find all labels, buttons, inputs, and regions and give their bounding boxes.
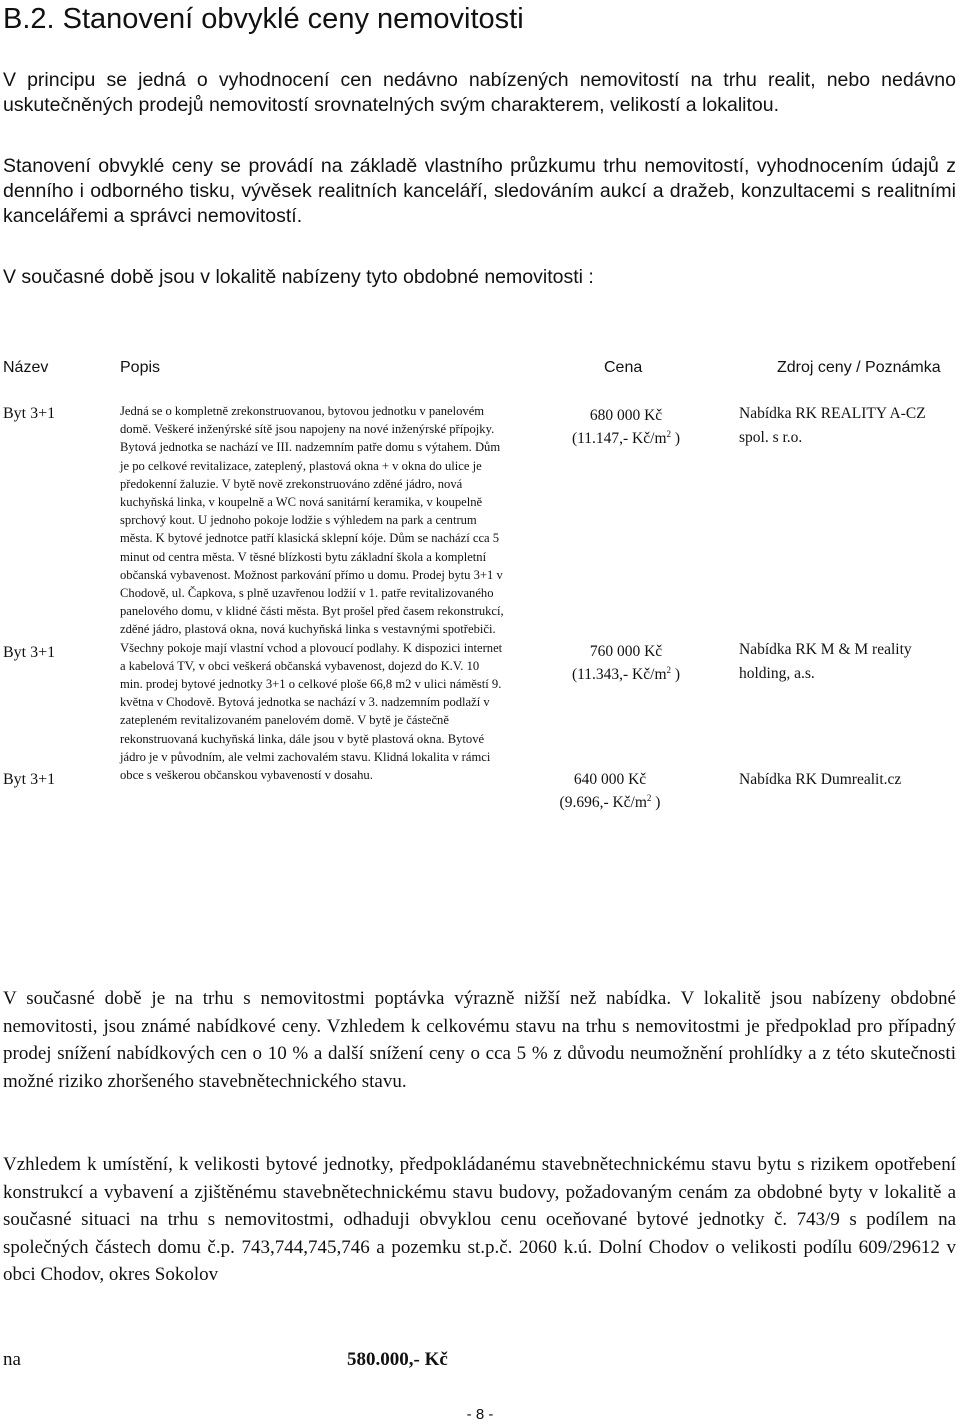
page-number: - 8 - — [466, 1406, 494, 1423]
offered-paragraph: V současné době jsou v lokalitě nabízeny tyto obdobné nemovitosti : — [3, 266, 594, 288]
price-cell-3 — [530, 768, 690, 814]
column-header-name: Název — [3, 359, 49, 376]
price-value: 760 000 Kč — [589, 643, 663, 660]
unit-price: (9.696,- $Kč/m^2$ ) — [559, 793, 661, 811]
price-cell-2 — [546, 640, 706, 686]
column-header-price: Cena — [604, 359, 643, 376]
source-cell-2: Nabídka RK M & M reality holding, a.s. — [739, 641, 912, 682]
estimate-paragraph: Vzhledem k umístění, k velikosti bytové jednotky, předpokládanému stavebnětechnickému stavu bytu s rizikem opotřebení konstrukcí a vybavení a zjištěnému stavebnětechnickému stavu budovy, požadovaným cenám za obdobné byty v lokalitě a současné situaci na trhu s nemovitostmi, odhaduji obvyklou cenu oceňované bytové jednotky č. 743/9 s podílem na společných částech domu č.p. 743,744,745,746 a pozemku st.p.č. 2060 k.ú. Dolní Chodov o velikosti podílu 609/29612 v obci Chodov, okres Sokolov — [3, 1154, 956, 1286]
row-name-2: Byt 3+1 — [3, 644, 56, 661]
unit-price: (11.343,- $Kč/m^2$ ) — [571, 665, 681, 683]
row-name-3: Byt 3+1 — [3, 771, 56, 788]
final-value: 580.000,- Kč — [347, 1349, 448, 1370]
source-cell-1: Nabídka RK REALITY A-CZ spol. s r.o. — [739, 405, 926, 446]
price-value: 680 000 Kč — [589, 407, 663, 424]
price-value: 640 000 Kč — [573, 771, 647, 788]
method-paragraph: Stanovení obvyklé ceny se provádí na základě vlastního průzkumu trhu nemovitostí, vyhodnocením údajů z denního i odborného tisku, vývěsek realitních kanceláří, sledováním aukcí a dražeb, konzultacemi s realitními kancelářemi a správci nemovitostí. — [3, 155, 956, 227]
unit-price: (11.147,- $Kč/m^2$ ) — [571, 429, 681, 447]
source-cell-3: Nabídka RK Dumrealit.cz — [739, 771, 902, 788]
section-heading: B.2. Stanovení obvyklé ceny nemovitosti — [3, 3, 524, 35]
column-header-description: Popis — [120, 359, 161, 376]
price-cell-1 — [546, 404, 706, 450]
row-name-1: Byt 3+1 — [3, 405, 56, 422]
description-text: Jedná se o kompletně zrekonstruovanou, bytovou jednotku v panelovém domě. Veškeré inženýrské sítě jsou napojeny na nové inženýrské přípojky. Bytová jednotka se nachází ve III. nadzemním patře domu s výtahem. Dům je po celkové revitalizace, zateplený, plastová okna + v okna do ulice je předokenní žaluzie. V bytě nově zrekonstruováno zděné jádro, nová kuchyňská linka, v koupelně a WC nová sanitární keramika, v koupelně sprchový kout. U jednoho pokoje lodžie s výhledem na park a centrum města. K bytové jednotce patří klasická sklepní kóje. Dům se nachází cca 5 minut od centra města. V těsné blízkosti bytu základní škola a kompletní občanská vybavenost. Možnost parkování přímo u domu. Prodej bytu 3+1 v Chodově, ul. Čapkova, s plně uzavřenou lodžií v 1. patře revitalizovaného panelového domu, v klidné části města. Byt prošel před časem rekonstrukcí, zděné jádro, plastová okna, nová kuchyňská linka s vestavnými spotřebiči. Všechny pokoje mají vlastní vchod a plovoucí podlahy. K dispozici internet a kabelová TV, v obci veškerá občanská vybavenost, dojezd do K.V. 10 min. prodej bytové jednotky 3+1 o celkové ploše 66,8 m2 v ulici náměstí 9. května v Chodově. Bytová jednotka se nachází v 3. nadzemním podlaží v zatepleném revitalizovaném panelovém domě. V bytě je částečně rekonstruovaná kuchyňská linka, dále jsou v bytě plastová okna. Bytové jádro je v původním, ale velmi zachovalém stavu. Klidná lokalita v rámci obce s veškerou občanskou vybaveností v dosahu. — [120, 404, 504, 783]
demand-paragraph: V současné době je na trhu s nemovitostmi poptávka výrazně nižší než nabídka. V lokalitě jsou nabízeny obdobné nemovitosti, jsou známé nabídkové ceny. Vzhledem k celkovému stavu na trhu s nemovitostmi je předpoklad pro případný prodej snížení nabídkových cen o 10 % a další snížení ceny o cca 5 % z důvodu neumožnění prohlídky a z této skutečnosti možné riziko zhoršeného stavebnětechnického stavu. — [3, 988, 956, 1092]
column-header-source: Zdroj ceny / Poznámka — [777, 359, 941, 376]
na-label: na — [3, 1349, 21, 1370]
intro-paragraph: V principu se jedná o vyhodnocení cen nedávno nabízených nemovitostí na trhu realit, nebo nedávno uskutečněných prodejů nemovitostí srovnatelných svým charakterem, velikostí a lokalitou. — [3, 69, 956, 116]
